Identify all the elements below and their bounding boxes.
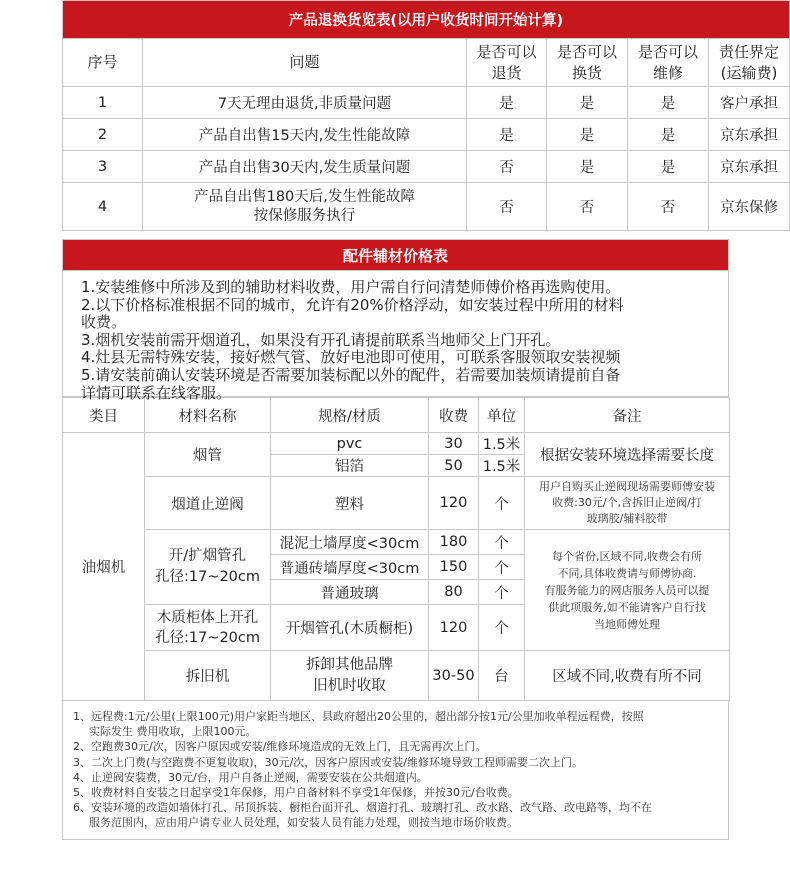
header-return	[467, 39, 547, 87]
remark-line: 用户自购买止逆阀现场需要师傅安装	[539, 480, 715, 493]
note-line: 1.安装维修中所涉及到的辅助材料收费，用户需自行问清楚师傅价格再选购使用。	[81, 278, 621, 296]
material-hole	[145, 530, 271, 605]
table-row	[63, 530, 730, 555]
category-range-hood: 油烟机	[63, 433, 145, 701]
row-exchange: 否	[547, 183, 628, 231]
fee-cell: 30	[429, 433, 479, 455]
remark-line: 收费:30元/个,含拆旧止逆阀/打	[552, 496, 702, 509]
spec-removal	[271, 651, 429, 701]
row-issue	[143, 183, 467, 231]
note-line: 收费。	[81, 313, 127, 332]
spec-cell: 混泥土墙厚度<30cm	[271, 530, 429, 555]
fee-cell: 180	[429, 530, 479, 555]
row-no: 2	[63, 119, 143, 151]
table-row	[63, 87, 790, 119]
material-hole-line2: 孔径:17~20cm	[154, 569, 261, 585]
header-remark: 备注	[525, 398, 730, 433]
unit-cell: 台	[479, 651, 525, 701]
spec-removal-line2: 旧机时收取	[313, 677, 386, 694]
table-row	[63, 651, 730, 701]
remark-line: 玻璃胶/辅料胶带	[586, 512, 668, 525]
accessory-price-table	[62, 397, 730, 701]
row-responsibility: 客户承担	[709, 87, 790, 119]
row-return: 是	[467, 87, 547, 119]
unit-cell: 1.5米	[479, 433, 525, 455]
row-issue-line2: 按保修服务执行	[253, 207, 356, 224]
note-line: 详情可联系在线客服。	[81, 383, 232, 402]
remark-line: 不同,具体收费请与师傅协商.	[557, 566, 697, 580]
unit-cell: 个	[479, 605, 525, 651]
header-resp-line2: (运输费)	[720, 63, 778, 82]
accessory-price-title	[62, 239, 729, 271]
table-row	[63, 477, 730, 530]
header-material: 材料名称	[145, 398, 271, 433]
header-resp-line1: 责任界定	[719, 42, 780, 61]
footnotes	[62, 701, 729, 840]
row-repair: 是	[628, 87, 709, 119]
table2-title: 配件辅材价格表	[63, 240, 729, 271]
unit-cell: 个	[479, 580, 525, 605]
return-exchange-table	[62, 0, 790, 231]
row-issue: 产品自出售15天内,发生性能故障	[143, 119, 467, 151]
table-row	[63, 151, 790, 183]
row-return: 是	[467, 119, 547, 151]
document	[62, 0, 780, 840]
row-issue: 产品自出售30天内,发生质量问题	[143, 151, 467, 183]
spec-removal-line1: 拆卸其他品牌	[306, 656, 393, 673]
header-return-line2: 退货	[491, 63, 522, 82]
remark-line: 有服务能力的网店服务人员可以提	[544, 583, 710, 597]
unit-cell: 个	[479, 477, 525, 530]
material-chimney: 烟管	[145, 433, 271, 477]
note-line: 5.请安装前确认安装环境是否需要加装标配以外的配件，若需要加装烦请提前自备	[81, 365, 621, 384]
material-removal: 拆旧机	[145, 651, 271, 701]
table-row	[63, 119, 790, 151]
header-repair-line1: 是否可以	[637, 42, 698, 61]
remark-line: 供此项服务,如不能请客户自行找	[548, 600, 706, 614]
remark-chimney: 根据安装环境选择需要长度	[525, 433, 730, 477]
note-line: 4.灶县无需特殊安装，接好燃气管、放好电池即可使用，可联系客服领取安装视频	[81, 348, 621, 367]
row-exchange: 是	[547, 119, 628, 151]
row-responsibility: 京东保修	[709, 183, 790, 231]
notes-box	[62, 271, 729, 402]
spec-cell: 普通玻璃	[271, 580, 429, 605]
row-responsibility: 京东承担	[709, 151, 790, 183]
footnote-line: 6、安装环境的改造如墙体打孔、吊顶拆装、橱柜台面开孔、烟道打孔、玻璃打孔、改水路、改气路、改电路等，均不在	[73, 801, 652, 815]
row-return: 否	[467, 183, 547, 231]
row-issue: 7天无理由退货,非质量问题	[143, 87, 467, 119]
remark-hole	[525, 530, 730, 651]
material-cabinet	[145, 605, 271, 651]
row-no: 4	[63, 183, 143, 231]
header-exchange	[547, 39, 628, 87]
fee-cell: 30-50	[429, 651, 479, 701]
footnote-line: 5、收费材料自安装之日起享受1年保修，用户自备材料不享受1年保修，并按30元/台收费。	[73, 786, 519, 800]
header-repair	[628, 39, 709, 87]
fee-cell: 80	[429, 580, 479, 605]
remark-line: 当地师傅处理	[594, 617, 660, 631]
row-issue-line1: 产品自出售180天后,发生性能故障	[194, 188, 415, 205]
material-hole-line1: 开/扩烟管孔	[168, 548, 247, 564]
header-unit: 单位	[479, 398, 525, 433]
unit-cell: 1.5米	[479, 455, 525, 477]
row-repair: 是	[628, 151, 709, 183]
header-issue: 问题	[143, 39, 467, 87]
header-return-line1: 是否可以	[476, 42, 537, 61]
footnote-line: 3、二次上门费(与空跑费不更复收取)，30元/次，因客户原因或安装/维修环境导致工程师需要二次上门。	[73, 755, 583, 769]
table1-title: 产品退换货览表(以用户收货时间开始计算)	[63, 1, 790, 39]
remark-removal: 区域不同,收费有所不同	[525, 651, 730, 701]
spec-cell: 普通砖墙厚度<30cm	[271, 555, 429, 580]
spec-cell: pvc	[271, 433, 429, 455]
row-repair: 否	[628, 183, 709, 231]
footnote-line: 2、空跑费30元/次，因客户原因或安装/维修环境造成的无效上门，且无需再次上门。	[73, 740, 487, 754]
material-cabinet-line2: 孔径:17~20cm	[154, 629, 261, 646]
header-spec: 规格/材质	[271, 398, 429, 433]
row-repair: 是	[628, 119, 709, 151]
footnote-line: 1、远程费:1元/公里(上限100元)用户家距当地区、县政府超出20公里的，超出部分按1元/公里加收单程远程费，按照	[73, 710, 644, 723]
remark-line: 每个省份,区域不同,收费会有所	[552, 549, 702, 563]
row-no: 1	[63, 87, 143, 119]
fee-cell: 50	[429, 455, 479, 477]
unit-cell: 个	[479, 530, 525, 555]
header-category: 类目	[63, 398, 145, 433]
footnote-line: 实际发生 费用收取，上限100元。	[89, 725, 257, 739]
spec-cell: 铝箔	[271, 455, 429, 477]
material-valve: 烟道止逆阀	[145, 477, 271, 530]
table-row	[63, 433, 730, 455]
table-row	[63, 183, 790, 231]
header-no: 序号	[63, 39, 143, 87]
spec-cell: 开烟管孔(木质橱柜)	[271, 605, 429, 651]
footnote-line: 服务范围内，应由用户请专业人员处理，如安装人员有能力处理，则按当地市场价收费。	[89, 816, 518, 830]
row-no: 3	[63, 151, 143, 183]
footnote-line: 4、止逆阀安装费，30元/台，用户自备止逆阀，需要安装在公共烟道内。	[73, 770, 428, 784]
header-exchange-line1: 是否可以	[556, 42, 617, 61]
spec-cell: 塑料	[271, 477, 429, 530]
header-repair-line2: 维修	[652, 63, 683, 82]
note-line: 2.以下价格标准根据不同的城市，允许有20%价格浮动，如安装过程中所用的材料	[81, 295, 624, 314]
row-exchange: 是	[547, 87, 628, 119]
header-exchange-line2: 换货	[571, 63, 602, 82]
row-responsibility: 京东承担	[709, 119, 790, 151]
fee-cell: 120	[429, 605, 479, 651]
note-line: 3.烟机安装前需开烟道孔，如果没有开孔请提前联系当地师父上门开孔。	[81, 330, 561, 349]
header-responsibility	[709, 39, 790, 87]
remark-valve	[525, 477, 730, 530]
row-exchange: 是	[547, 151, 628, 183]
material-cabinet-line1: 木质柜体上开孔	[156, 609, 259, 626]
unit-cell: 个	[479, 555, 525, 580]
row-return: 否	[467, 151, 547, 183]
fee-cell: 120	[429, 477, 479, 530]
header-fee: 收费	[429, 398, 479, 433]
fee-cell: 150	[429, 555, 479, 580]
